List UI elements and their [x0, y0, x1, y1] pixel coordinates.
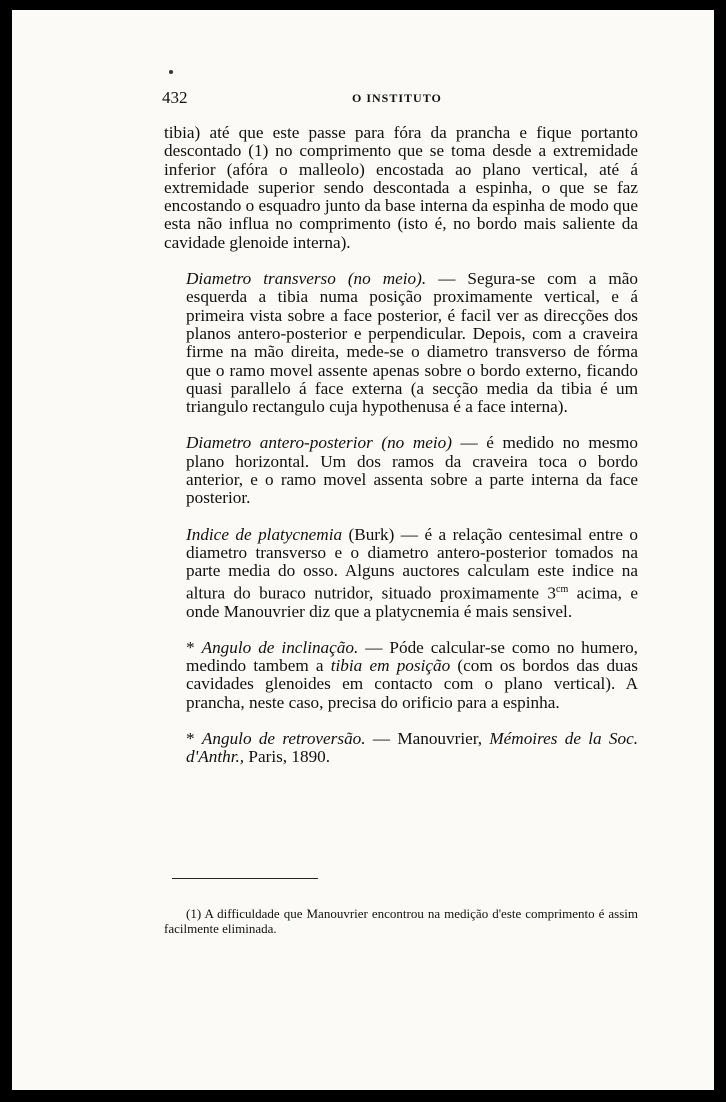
- footnote-text: (1) A difficuldade que Manouvrier encontrou na medição d'este comprimento é assim facilmente eliminada.: [164, 906, 638, 936]
- paragraph-text: — é medido no mesmo plano horizontal. Um dos ramos da craveira toca o bordo anterior, e o ramo movel assenta sobre a parte interna da face posterior.: [186, 433, 638, 508]
- footnote: [164, 906, 638, 936]
- paragraph-text: — Segura-se com a mão esquerda a tibia numa posição proximamente vertical, e á primeira vista sobre a face posterior, é facil ver as direcções dos planos antero-posterior e perpendicular. Depois, com a craveira firme na mão direita, mede-se o diametro transverso de fórma que o ramo movel assente apenas sobre o bordo externo, ficando quasi parallelo á face externa (a secção media da tibia é um triangulo rectangulo cuja hypothenusa é a face interna).: [186, 269, 638, 417]
- running-title: O INSTITUTO: [352, 91, 442, 105]
- section-title: Angulo de inclinação.: [201, 637, 359, 657]
- asterisk-marker: *: [186, 637, 195, 657]
- asterisk-marker: *: [186, 729, 195, 749]
- paragraph-text: (Burk) — é a relação centesimal entre o diametro transverso e o diametro antero-posterior tomados na parte media do osso. Alguns auctores calculam este indice na altura do buraco nutridor, situado proximamente 3: [186, 524, 638, 603]
- citation-title: Mémoires de la Soc. d'Anthr.,: [186, 729, 639, 767]
- paragraph-text: — Manouvrier,: [365, 729, 490, 749]
- section-title: Diametro antero-posterior (no meio): [186, 433, 452, 453]
- paragraph-angulo-inclinacao: [164, 639, 638, 712]
- unit-superscript: cm: [556, 583, 569, 595]
- book-page: [12, 10, 714, 1090]
- emphasis-text: tibia em posição: [330, 656, 451, 676]
- paragraph-text: — Póde calcular-se como no humero, medindo tambem a: [186, 637, 638, 676]
- section-title: Indice de platycnemia: [186, 524, 343, 544]
- section-title: Angulo de retroversão.: [201, 729, 366, 749]
- page-number: 432: [162, 88, 188, 107]
- paragraph-angulo-retroversao: [164, 730, 638, 767]
- page-header: [162, 88, 642, 112]
- paragraph-text: acima, e onde Manouvrier diz que a platycnemia é mais sensivel.: [186, 583, 638, 621]
- paragraph-text: Paris, 1890.: [244, 747, 331, 767]
- paragraph-text: tibia) até que este passe para fóra da prancha e fique portanto descontado (1) no comprimento que se toma desde a extremidade inferior (afóra o malleolo) encostada ao plano vertical, até á extremidade superior sendo descontada a espinha, o que se faz encostando o esquadro junto da base interna da espinha de modo que esta não influa no comprimento (isto é, no bordo mais saliente da cavidade glenoide interna).: [164, 123, 638, 252]
- body-text: [164, 124, 638, 767]
- paragraph-text: (com os bordos das duas cavidades glenoides em contacto com o plano vertical). A prancha, neste caso, precisa do orificio para a espinha.: [186, 656, 638, 712]
- paragraph-indice-platycnemia: [164, 526, 638, 621]
- ink-speck: [169, 70, 173, 74]
- paragraph-continuation: [164, 124, 638, 252]
- section-title: Diametro transverso (no meio).: [186, 269, 427, 289]
- paragraph-diametro-antero-posterior: [164, 434, 638, 507]
- paragraph-diametro-transverso: [164, 270, 638, 416]
- footnote-rule: [172, 878, 318, 879]
